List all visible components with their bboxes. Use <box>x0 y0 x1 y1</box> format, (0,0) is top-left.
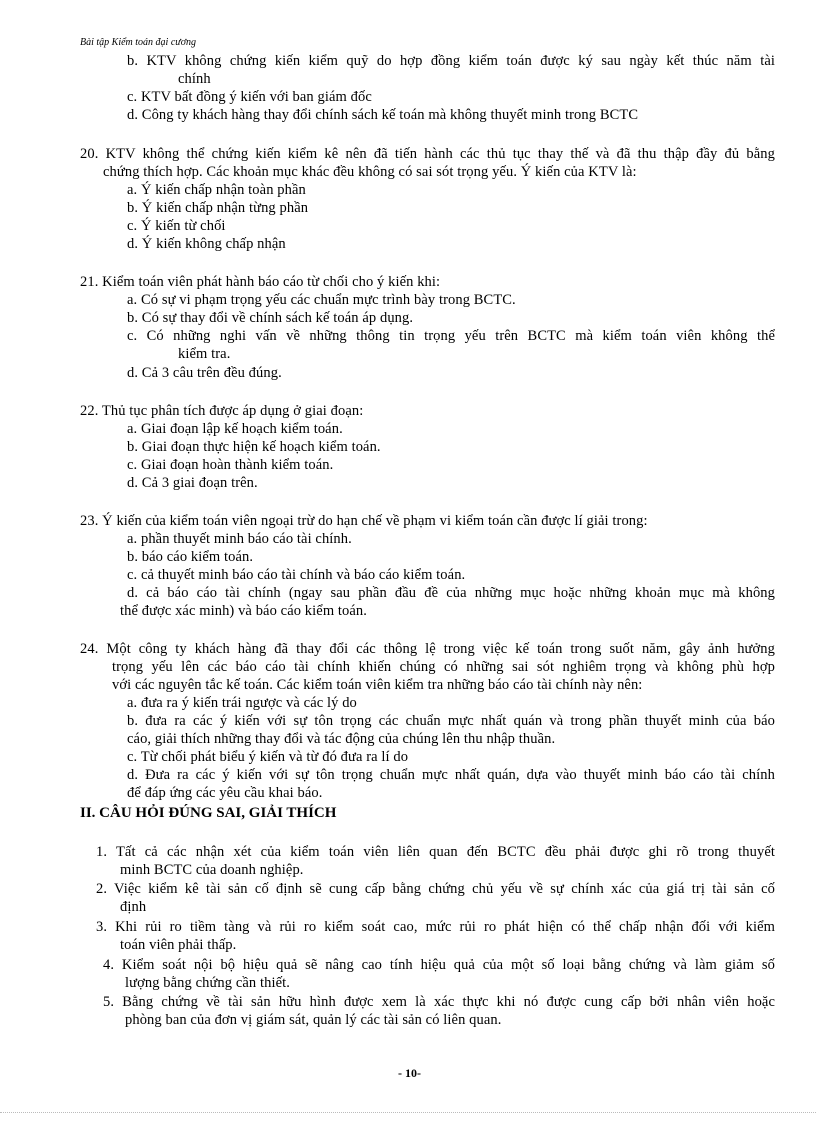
q23-option-d: d. cả báo cáo tài chính (ngay sau phần đầu đề của những mục hoặc những khoản mục mà không <box>127 585 775 601</box>
q24-option-d: d. Đưa ra các ý kiến với sự tôn trọng chuẩn mực nhất quán, dựa vào thuyết minh báo cáo tài chính <box>127 767 775 783</box>
tf-item-5-cont: phòng ban của đơn vị giám sát, quản lý các tài sản có liên quan. <box>125 1012 502 1028</box>
q23-question: 23. Ý kiến của kiểm toán viên ngoại trừ do hạn chế về phạm vi kiểm toán cần được lí giải trong: <box>80 513 648 529</box>
tf-item-4-cont: lượng bằng chứng cần thiết. <box>125 975 291 991</box>
q20-option-c: c. Ý kiến từ chối <box>127 218 226 234</box>
q22-option-b: b. Giai đoạn thực hiện kế hoạch kiểm toán. <box>127 439 381 455</box>
q20-option-b: b. Ý kiến chấp nhận từng phần <box>127 200 309 216</box>
q22-option-d: d. Cả 3 giai đoạn trên. <box>127 475 258 491</box>
q21-option-c-cont: kiểm tra. <box>178 346 231 362</box>
q23-option-d-cont: thể được xác minh) và báo cáo kiểm toán. <box>120 603 368 619</box>
q24-question-cont-1: trọng yếu lên các báo cáo tài chính khiến chúng có những sai sót nghiêm trọng và không phù hợp <box>112 659 775 675</box>
q21-question: 21. Kiểm toán viên phát hành báo cáo từ chối cho ý kiến khi: <box>80 274 441 290</box>
q20-question: 20. KTV không thể chứng kiến kiểm kê nên đã tiến hành các thủ tục thay thế và đã thu thập đầy đủ bằng <box>80 146 775 162</box>
q23-option-a: a. phần thuyết minh báo cáo tài chính. <box>127 531 352 547</box>
page-bottom-divider <box>0 1112 816 1113</box>
q22-option-a: a. Giai đoạn lập kế hoạch kiểm toán. <box>127 421 343 437</box>
section-title: II. CÂU HỎI ĐÚNG SAI, GIẢI THÍCH <box>80 805 337 821</box>
q23-option-b: b. báo cáo kiểm toán. <box>127 549 254 565</box>
q21-option-c: c. Có những nghi vấn về những thông tin trọng yếu trên BCTC mà kiểm toán viên không thể <box>127 328 775 344</box>
q24-question-cont-2: với các nguyên tắc kế toán. Các kiểm toán viên kiểm tra những báo cáo tài chính này nên: <box>112 677 643 693</box>
q24-option-b: b. đưa ra các ý kiến với sự tôn trọng các chuẩn mực nhất quán và trong phần thuyết minh của báo <box>127 713 775 729</box>
q21-option-b: b. Có sự thay đổi về chính sách kế toán áp dụng. <box>127 310 414 326</box>
tf-item-4: 4. Kiểm soát nội bộ hiệu quả sẽ nâng cao tính hiệu quả của một số loại bằng chứng và làm giảm số <box>103 957 775 973</box>
q19-option-d: d. Công ty khách hàng thay đổi chính sách kế toán mà không thuyết minh trong BCTC <box>127 107 639 123</box>
q20-option-a: a. Ý kiến chấp nhận toàn phần <box>127 182 306 198</box>
q23-option-c: c. cả thuyết minh báo cáo tài chính và báo cáo kiểm toán. <box>127 567 466 583</box>
q19-option-c: c. KTV bất đồng ý kiến với ban giám đốc <box>127 89 372 105</box>
q21-option-d: d. Cả 3 câu trên đều đúng. <box>127 365 282 381</box>
q21-option-a: a. Có sự vi phạm trọng yếu các chuẩn mực trình bày trong BCTC. <box>127 292 516 308</box>
q19-option-b: b. KTV không chứng kiến kiểm quỹ do hợp đồng kiểm toán được ký sau ngày kết thúc năm tài <box>127 53 775 69</box>
tf-item-3: 3. Khi rủi ro tiềm tàng và rủi ro kiểm soát cao, mức rủi ro phát hiện có thể chấp nhận đối với kiểm <box>96 919 775 935</box>
q24-question: 24. Một công ty khách hàng đã thay đổi các thông lệ trong việc kế toán trong suốt năm, gây ảnh hưởng <box>80 641 775 657</box>
tf-item-5: 5. Bằng chứng về tài sản hữu hình được xem là xác thực khi nó được cung cấp bởi nhân viên hoặc <box>103 994 775 1010</box>
q24-option-c: c. Từ chối phát biểu ý kiến và từ đó đưa ra lí do <box>127 749 409 765</box>
tf-item-1-cont: minh BCTC của doanh nghiệp. <box>120 862 304 878</box>
tf-item-2: 2. Việc kiểm kê tài sản cố định sẽ cung cấp bằng chứng chủ yếu về sự chính xác của giá trị tài sản cố <box>96 881 775 897</box>
q20-option-d: d. Ý kiến không chấp nhận <box>127 236 286 252</box>
q24-option-b-cont: cáo, giải thích những thay đổi và tác động của chúng lên thu nhập thuần. <box>127 731 556 747</box>
tf-item-2-cont: định <box>120 899 147 915</box>
q24-option-d-cont: để đáp ứng các yêu cầu khai báo. <box>127 785 323 801</box>
q22-option-c: c. Giai đoạn hoàn thành kiểm toán. <box>127 457 334 473</box>
page-header: Bài tập Kiểm toán đại cương <box>80 37 197 48</box>
tf-item-3-cont: toán viên phải thấp. <box>120 937 237 953</box>
q19-option-b-cont: chính <box>178 71 211 87</box>
q24-option-a: a. đưa ra ý kiến trái ngược và các lý do <box>127 695 357 711</box>
q20-question-cont: chứng thích hợp. Các khoản mục khác đều không có sai sót trọng yếu. Ý kiến của KTV là: <box>103 164 637 180</box>
page-number: - 10- <box>398 1066 421 1080</box>
tf-item-1: 1. Tất cả các nhận xét của kiểm toán viên liên quan đến BCTC đều phải được ghi rõ trong thuyết <box>96 844 775 860</box>
q22-question: 22. Thủ tục phân tích được áp dụng ở giai đoạn: <box>80 403 364 419</box>
